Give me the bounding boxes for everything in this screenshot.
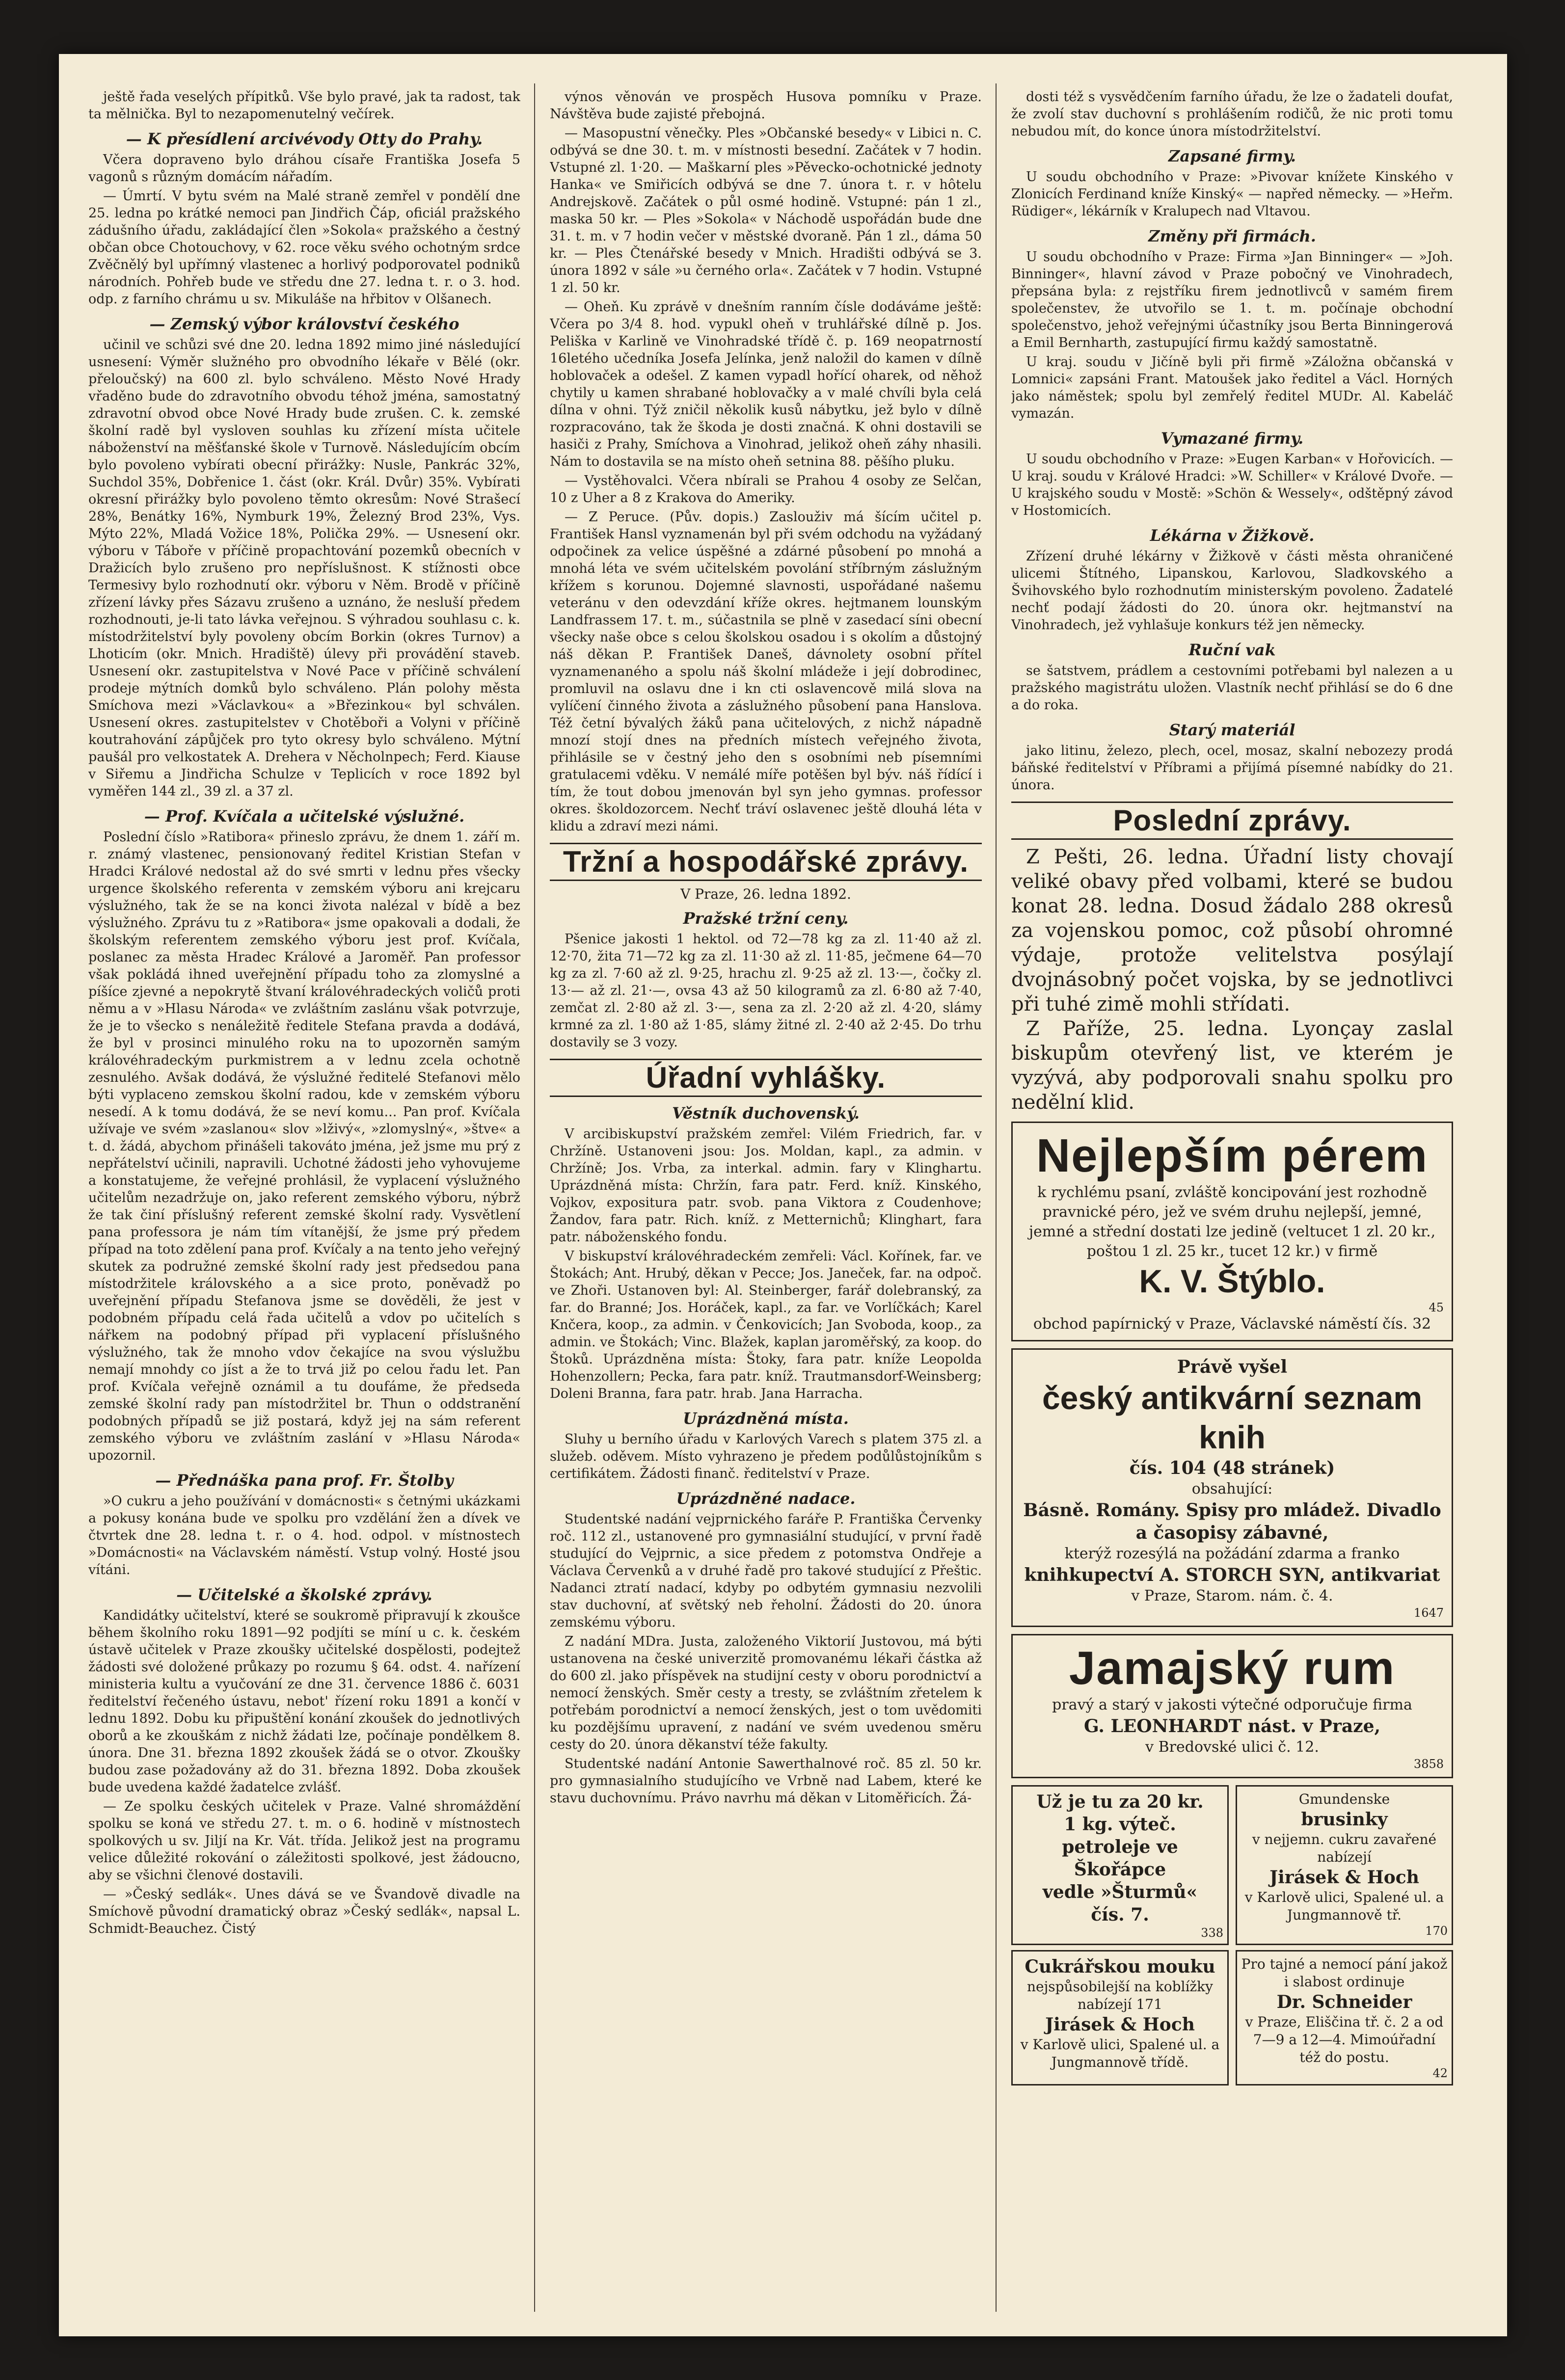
article-heading: — Zemský výbor království českého xyxy=(149,315,459,333)
ad-number: 1647 xyxy=(1413,1606,1444,1620)
paragraph: »O cukru a jeho používání v domácnosti« s četnými ukázkami a pokusy konána bude ve spolku pro vzdělání žen a dívek ve čtvrtek dne 28. ledna t. r. o 4. hod. odpol. v místnostech »Domácnosti« na Václavském náměstí. Vstup volný. Hosté jsou vítáni. xyxy=(88,1494,520,1578)
advertisement-cranberries xyxy=(1236,1785,1453,1945)
ad-line: Už je tu za 20 kr. xyxy=(1036,1792,1204,1812)
paragraph: učinil ve schůzi své dne 20. ledna 1892 mimo jiné následující usnesení: Výměr služného pro obvodního lékaře v Bělé (okr. přeloučský) na 600 zl. bylo schváleno. Město Nové Hrady vřaděno bude do zdravotního obvodu téhož jména, samostatný zdravotní obvod obce Nové Hrady bude zrušen. C. k. zemské školní radě byl vysloven souhlas ku zřízení místa učitele náboženství na měšťanské škole v Turnově. Následujícím obcím bylo povoleno vybírati obecní přirážky: Nusle, Pankrác 32%, Suchdol 35%, Dobřenice 1. část (okr. Král. Dvůr) 35%. Vybírati okresní přirážky bylo povoleno těmto okresům: Nové Strašecí 28%, Benátky 16%, Nymburk 19%, Železný Brod 23%, Vys. Mýto 22%, Mladá Vožice 18%, Polička 29%. — Usnesení okr. výboru v Táboře v příčině propachtování pozemků obecních v Dražicích bylo zrušeno pro nepříslušnost. K stížnosti obce Termesivy bylo rozhodnutí okr. výboru v Něm. Brodě v příčině zřízení lávky přes Sázavu zrušeno a uznáno, že nesluší předem rozhodnouti, je-li tato lávka veřejnou. S výhradou souhlasu c. k. místodržitelství byly povoleny obcím Borkin (okres Turnov) a Lhoticím (okr. Mnich. Hradiště) úlevy při provádění staveb. Usnesení okr. zastupitelstva v Nové Pace v příčině schválení prodeje mýtních domků bylo schváleno. Plán polohy města Smíchova mezi »Václavkou« a »Březinkou« byl schválen. Usnesení okres. zastupitelstev v Chotěboři a Volyni v příčině koutrahování zápůjček pro tyto okresy bylo schváleno. Mýtní paušál pro velkostatek A. Dreherа v Něcholnpech; Ferd. Kiause v Siřemu a Jindřicha Schulze v Teplicích v roce 1892 byl vyměřen 144 zl., 39 zl. a 37 zl. xyxy=(88,337,520,799)
paragraph: — Úmrtí. V bytu svém na Malé straně zemřel v pondělí dne 25. ledna po krátké nemoci pan Jindřich Čáp, oficiál pražského zádušního úřadu, zakládající člen »Sokola« pražského a čestný občan obce Chotouchovy, v 62. roce věku svého ochotným srdce Zvěčnělý byl upřímný vlastenec a horlivý podporovatel podniků národních. Pohřeb bude ve středu dne 27. ledna t. r. o 3. hod. odp. z farního chrámu u sv. Mikuláše na hřbitov v Olšanech. xyxy=(88,188,520,307)
paragraph: — Vystěhovalci. Včera nbírali se Prahou 4 osoby ze Selčan, 10 z Uher a 8 z Krakova do Ameriky. xyxy=(550,473,982,506)
ad-line: vedle »Šturmů« xyxy=(1042,1882,1198,1902)
section-heading-market: Tržní a hospodářské zprávy. xyxy=(550,843,982,881)
paragraph: Z nadání MDra. Justa, založeného Viktorií Justovou, má býti ustanovena na české univerzitě promovanému lékaři částka až do 600 zl. jako příspěvek na studijní cesty v oboru porodnictví a nemocí ženských. Směr cesty a tresty, se zvláštním zřetelem k potřebám porodnictví a nemocí ženských, jest o tom uvědomiti ku pozdějšímu upravení, z nadání ve svém uvedenou směru cesty do 20. února děkanství téže fakulty. xyxy=(550,1634,982,1752)
section-heading-official: Úřadní vyhlášky. xyxy=(550,1059,982,1097)
advertisement-petroleum xyxy=(1011,1785,1229,1945)
article-heading: — Přednáška pana prof. Fr. Štolby xyxy=(155,1471,454,1490)
paragraph: Pšenice jakosti 1 hektol. od 72—78 kg za zl. 11·40 až zl. 12·70, žita 71—72 kg za zl. 11·30 až zl. 11·85, ječmene 64—70 kg za zl. 7·60 až zl. 9·25, hrachu zl. 9·25 až zl. 13·—, čočky zl. 13·— až zl. 21·—, ovsa 43 až 50 kilogramů za zl. 6·80 až 7·40, zemčat zl. 2·80 až zl. 3·—, sena za zl. 2·20 až zl. 4·20, slámy krmné za zl. 1·80 až 1·85, slámy žitné zl. 2·40 až 2·45. Do trhu dostavily se 3 vozy. xyxy=(550,932,982,1050)
ad-title: Jamajský rum xyxy=(1069,1642,1396,1694)
ad-line: 1 kg. výteč. petroleje ve Škořápce xyxy=(1062,1814,1178,1880)
ad-line: čís. 7. xyxy=(1091,1904,1149,1925)
paragraph: — Z Peruce. (Pův. dopis.) Zaslouživ má šícím učitel p. František Hansl vyznamenán byl při svém odchodu na vyžádaný odpočinek za velice úspěšné a zdárné působení po mnohá a mnohá léta ve svém učitelském povolání stříbrným záslužným křížem s korunou. Dojemné slavnosti, uspořádané našemu veteránu v den odevzdání kříže okres. hejtmanem lounským Landfrassem 17. t. m., súčastnila se plně v zasedací síni obecní všecky naše obce s celou školskou osadou i s okolím a důstojný náš děkan P. František Daneš, dávnolety osobní přítel vyznamenaného a spolu náš školní mládeže i její dobrodinec, promluvil na oslavu dne i kn cti oslavencově milá slova na vylíčení činného života a záslužného působení pana Hanslova. Též četní bývalých žáků pana učitelových, z nichž nápadně mnozí stojí dnes na předních místech veřejného života, přihlásile se v čestný jeho den s osobními neb písemními gratulacemi vděku. V nemálé míře potěšen byl býv. náš řídící i tím, že tout dobou jmenován byl syn jeho gymnas. professor okres. školdozorcem. Nechť tráví oslavenec ještě dlouhá léta v klidu a zdraví mezi námi. xyxy=(550,509,982,834)
paragraph: Kandidátky učitelství, které se soukromě připravují k zkoušce během školního roku 1891—92 podjíti se míní u c. k. českém ústavě učitelek v Praze zkoušky učitelské dospělosti, podejtež žádosti své doložené průkazy po rozumu § 64. odst. 4. nařízení ministeria kultu a vyučování ze dne 31. července 1886 č. 6031 ředitelství řečeného ústavu, nebot' řízení roku 1891 a končí v lednu 1892. Dobu ku připuštění konání zkoušek do jednotlivých oborů a ke zkouškám z nichž žádati lze, počínaje pondělkem 8. února. Dne 31. března 1892 zkoušek žádá se o otvor. Zkoušky budou zase požadovány až do 31. března 1892. Doba zkoušek bude uvedena každé žadatelce zvlášť. xyxy=(88,1608,520,1795)
paragraph: — Ze spolku českých učitelek v Praze. Valné shromáždění spolku se koná ve středu 27. t. m. o 6. hodině v místnostech spolkových u sv. Jiljí na Kr. Vát. třída. Jelikož jest na programu velice důležité rokování o záležitosti spolkové, jest žádoucno, aby se všichni členové dostavili. xyxy=(88,1799,520,1883)
paragraph: se šatstvem, prádlem a cestovními potřebami byl nalezen a u pražského magistrátu uložen. Vlastník nechť přihlásí se do 6 dne a do roka. xyxy=(1011,663,1453,713)
ad-line: Cukrářskou mouku xyxy=(1025,1956,1215,1977)
ad-note: kterýž rozesýlá na požádání zdarma a franko xyxy=(1064,1545,1400,1562)
ad-issue: čís. 104 (48 stránek) xyxy=(1129,1458,1335,1478)
ad-intro: Právě vyšel xyxy=(1177,1357,1288,1377)
article-heading: — Prof. Kvíčala a učitelské výslužné. xyxy=(144,807,465,826)
paragraph: — »Český sedlák«. Unes dává se ve Švandově divadle na Smíchově původní dramatický obraz »Český sedlák«, napsal L. Schmidt-Beauchez. Čistý xyxy=(88,1887,520,1936)
paragraph: U kraj. soudu v Jičíně byli při firmě »Záložna občanská v Lomnici« zapsáni Frant. Matoušek jako ředitel a Václ. Horných jako náměstek; spolu byl zemřelý ředitel MUDr. Al. Kabeláč vymazán. xyxy=(1011,354,1453,421)
ad-title: Nejlepším pérem xyxy=(1036,1129,1429,1182)
article-heading: Vymazané firmy. xyxy=(1160,429,1304,448)
paragraph: výnos věnován ve prospěch Husova pomníku v Praze. Návštěva bude zajisté přebojná. xyxy=(550,89,982,122)
news-item: Z Paříže, 25. ledna. Lyonçay zaslal biskupům otevřený list, ve kterém je vyzývá, aby podporovali snahu spolku pro nedělní klid. xyxy=(1011,1017,1453,1114)
paragraph: U soudu obchodního v Praze: »Pivovar knížete Kinského v Zlonicích Ferdinand kníže Kinský« — napřed německy. — »Heřm. Rüdiger«, lékárník v Kralupech nad Vltavou. xyxy=(1011,169,1453,219)
ad-address: v Bredovské ulici č. 12. xyxy=(1145,1738,1319,1756)
paragraph: U soudu obchodního v Praze: »Eugen Karban« v Hořovicích. — U kraj. soudu v Králové Hradci: »W. Schiller« v Králové Dvoře. — U krajského soudu v Mostě: »Schön & Wessely«, odštěpný závod v Hostomicích. xyxy=(1011,452,1453,518)
ad-name: Dr. Schneider xyxy=(1276,1992,1412,2012)
ad-firm: Jirásek & Hoch xyxy=(1045,2014,1195,2035)
ad-line: brusinky xyxy=(1301,1809,1388,1830)
article-heading: — Učitelské a školské zprávy. xyxy=(176,1585,432,1604)
ad-number: 42 xyxy=(1432,2066,1448,2080)
ad-number: 45 xyxy=(1429,1301,1444,1314)
ad-firm: G. LEONHARDT nást. v Praze, xyxy=(1083,1716,1381,1737)
paragraph: Sluhy u berního úřadu v Karlových Varech s platem 375 zl. a služeb. oděvem. Místo vyhrazeno je předem podůlůstojníkům s certifikátem. Žádosti finanč. ředitelství v Praze. xyxy=(550,1432,982,1481)
article-heading: Pražské tržní ceny. xyxy=(683,909,849,928)
column-3 xyxy=(1011,88,1453,2307)
article-heading: Věstník duchovenský. xyxy=(672,1104,860,1123)
ad-firm: knihkupectví A. STORCH SYN, antikvariat xyxy=(1024,1565,1440,1585)
paragraph: Včera dopraveno bylo dráhou císaře Františka Josefa 5 vagonů s různým domácím nářadím. xyxy=(88,152,520,185)
ad-title: český antikvární seznam knih xyxy=(1042,1380,1423,1455)
advertisement-rum xyxy=(1011,1634,1453,1778)
ad-line: Pro tajné a nemocí pání jakož i slabost ordinuje xyxy=(1241,1956,1448,1990)
ad-number: 338 xyxy=(1201,1926,1223,1940)
ad-line: nejspůsobilejší na koblížky nabízejí 171 xyxy=(1027,1979,1213,2012)
ad-contains: obsahující: xyxy=(1191,1480,1273,1498)
article-heading: Zapsané firmy. xyxy=(1168,147,1296,165)
ad-address: obchod papírnický v Praze, Václavské náměstí čís. 32 xyxy=(1033,1315,1431,1333)
column-rule xyxy=(534,83,535,2312)
ad-number: 170 xyxy=(1425,1924,1448,1938)
paragraph: U soudu obchodního v Praze: Firma »Jan Binninger« — »Joh. Binninger«, hlavní závod v Praze pobočný ve Vinohradech, přepsána byla: z rejstříku firem jednotlivců v samém firem společenstev, že utvořilo se 1. t. m. počínaje obchodní společenstvo, jehož veřejnými účastníky jsou Berta Binningerová a Emil Bernharth, zastupující firmu každý samostatně. xyxy=(1011,249,1453,350)
article-heading: Uprázdněná místa. xyxy=(683,1409,849,1428)
article-heading: Uprázdněné nadace. xyxy=(676,1489,856,1508)
article-heading: — K přesídlení arcivévody Otty do Prahy. xyxy=(126,130,483,148)
ad-line: v nejjemn. cukru zavařené nabízejí xyxy=(1252,1831,1437,1865)
advertisement-doctor xyxy=(1236,1950,1453,2086)
article-heading: Starý materiál xyxy=(1169,721,1295,739)
ad-address: v Praze, Starom. nám. č. 4. xyxy=(1131,1587,1333,1604)
column-rule xyxy=(996,83,997,2312)
ad-firm: Jirásek & Hoch xyxy=(1269,1867,1419,1888)
article-heading: Ruční vak xyxy=(1188,641,1276,659)
ad-text: k rychlému psaní, zvláště koncipování jest rozhodně pravnické péro, jež ve svém druhu nejlepší, jemné, jemné a střední dostati lze jedině (veltucet 1 zl. 20 kr., poštou 1 zl. 25 kr., tucet 12 kr.) v firmě xyxy=(1028,1184,1436,1260)
paragraph: — Masopustní věnečky. Ples »Občanské besedy« v Libici n. C. odbývá se dne 30. t. m. v místnosti besední. Začátek v 7 hodin. Vstupné zl. 1·20. — Maškarní ples »Pěvecko-ochotnické jednoty Hanka« ve Smiřicích odbývá se dne 7. února t. r. v hôtelu Andrejskově. Začátek o půl osmé hodině. Vstupné: pán 1 zl., maska 50 kr. — Ples »Sokola« v Náchodě uspořádán bude dne 31. t. m. v 7 hodin večer v městské dvoraně. Pán 1 zl., dáma 50 kr. — Ples Čtenářské besedy v Mnich. Hradišti odbývá se 3. února 1892 v sále »u černého orla«. Začátek v 7 hodin. Vstupné 1 zl. 50 kr. xyxy=(550,126,982,295)
paragraph: Poslední číslo »Ratibora« přineslo zprávu, že dnem 1. září m. r. známý vlastenec, pensionovaný ředitel Kristian Stefan v Hradci Králové nedostal až do své smrti v lednu přes všecky urgence školského referenta v zemském výboru ani krejcaru výslužného, tak že se na konci života nalézal v bídě a bez výslužného. Zprávu tu z »Ratibora« jsme opakovali a dodali, že školským referentem zemského výboru jest prof. Kvíčala, poslanec za města Hradec Králové a Jaroměř. Pan professor však pokládá ihned uveřejnění případu toho za zlomyslné a píšíce zjevné a nepokrytě štvaní královéhradeckých voličů proti němu a v »Hlasu Národa« ve zvláštním zaslánu však potvrzuje, že je to všecko s nenáležitě ředitele Stefana pravda a dodává, že byl v prosinci minulého roku na to upozorněn samým královéhradeckým purkmistrem a v lednu zcela ochotně zesnulého. Avšak dodává, že výslužné ředitelé Stefanovi mělo býti vyplaceno zemskou školní radou, kde v zemském výboru nesedí. A k tomu dodává, že se neví komu... Pan prof. Kvíčala užívaje ve svém »zaslanou« slov »lživý«, »zlomyslný«, »štve« a t. d. žádá, abychom přinášeli takováto jména, jež jsme mu prý z nepřátelství učinili, napravili. Uchotné žádosti jeho vyhovujeme a konstatujeme, že veřejné prohlásil, že vyplacení výslužného učitelům nezadržuje on, jako referent zemského výboru, nýbrž že tak činí příslušný referent zemské školní rady. Vysvětlení pana professora je nám tím vítanější, že jsme prý předem případ na toto zdělení pana prof. Kvíčaly a na tento jeho veřejný skutek za podružné zemské školní rady jest předsedou pana místodržitele královského a a sice proto, poněvadž po uveřejnění případu Stefanova jsme se dověděli, že jest v podobném případu celá řada učitelů a vdov po učitelích s nářkem na podobný případ při vyplacení příslušného výslužného, tak že mnoho vdov čekajíce na svou výslužbu nemají mnohdy co jíst a že to trvá již po celou řadu let. Pan prof. Kvíčala veřejně oznámil a tu doufáme, že předseda zemské školní rady pan místodržitel br. Thun o oddstranění podobných případů se již postará, když jej na sám referent zemského výboru ve zvláštním zaslání v »Hlasu Národa« upozornil. xyxy=(88,829,520,1463)
ad-line: Gmundenske xyxy=(1298,1791,1390,1807)
column-2 xyxy=(550,88,982,2307)
column-1 xyxy=(88,88,520,2307)
article-heading: Změny při firmách. xyxy=(1148,227,1316,245)
ad-brand: K. V. Štýblo. xyxy=(1139,1263,1325,1299)
ad-address: v Karlově ulici, Spalené ul. a Jungmannově třídě. xyxy=(1020,2036,1220,2070)
section-heading-latest: Poslední zprávy. xyxy=(1011,802,1453,840)
paragraph: ještě řada veselých přípitků. Vše bylo pravé, jak ta radost, tak ta mělnička. Byl to nezapomenutelný večírek. xyxy=(88,89,520,122)
paragraph: V arcibiskupství pražském zemřel: Vilém Friedrich, far. v Chržíně. Ustanoveni jsou: Jos. Moldan, kapl., za admin. v Chržíně; Jos. Vrba, za interkal. admin. fary v Klinghartu. Uprázdněná místa: Chržín, fara patr. Ferd. kníž. Kinského, Vojkov, expositura patr. svob. pana Viktora z Coudenhove; Žandov, fara patr. Rich. kníž. z Metternichů; Klinghart, fara patr. náboženského fondu. xyxy=(550,1126,982,1245)
paragraph: Studentské nadání Antonie Sawerthalnové roč. 85 zl. 50 kr. pro gymnasialního studujícího ve Vrbně nad Labem, které ke stavu duchovnímu. Právo navrhu má děkan v Litoměřicích. Žá- xyxy=(550,1756,982,1806)
paragraph: dosti též s vysvědčením farního úřadu, že lze o žadateli doufat, že zvolí stav duchovní s prohlášením rodičů, že nic proti tomu nebudou mít, do konce února místodržitelství. xyxy=(1011,89,1453,139)
small-ads-row xyxy=(1011,1785,1453,1945)
ad-items: Básně. Romány. Spisy pro mládež. Divadlo a časopisy zábavné, xyxy=(1023,1500,1441,1543)
ad-text: pravý a starý v jakosti výtečné odporučuje firma xyxy=(1052,1696,1412,1713)
paragraph: V biskupství královéhradeckém zemřeli: Václ. Kořínek, far. ve Štokách; Ant. Hrubý, děkan v Pecce; Jos. Janeček, far. na odpoč. ve Zhoři. Ustanoven byl: Al. Steinberger, farář dolebranský, za far. do Branné; Jos. Horáček, kapl., za far. ve Vorlíčkách; Karel Knčera, koop., za admin. v Čenkovicích; Jan Svoboda, koop., za admin. ve Štokách; Vinc. Blažek, kaplan jaroměřský, za koop. do Štoků. Uprázdněna místa: Štoky, fara patr. kníže Leopolda Hohenzollern; Pecka, fara patr. kníž. Trautmansdorf-Weinsberg; Doleni Branna, fara patr. hrab. Jana Harracha. xyxy=(550,1249,982,1401)
paragraph: Studentské nadání vejprnického faráře P. Františka Červenky roč. 112 zl., ustanovené pro gymnasiální studující, v první řadě studující do Vejprnic, a sice předem z potomstva Ondřeje a Václava Červenků a v druhé řadě pro takové studující z Přeštic. Nadanci ztratí nadací, kdyby po odbytém gymnasiu nezvolili stav duchovní, ať světský neb řeholní. Žádosti do 20. února zemskému výboru. xyxy=(550,1512,982,1630)
paragraph: Zřízení druhé lékárny v Žižkově v části města ohraničené ulicemi Štítného, Lipanskou, Karlovou, Sladkovského a Švihovského bylo rozhodnutím ministerským povoleno. Žadatelé nechť podají žádosti do 20. února okr. hejtmanství na Vinohradech, jež vyhlašuje konkurs též jen německy. xyxy=(1011,549,1453,633)
ad-number: 3858 xyxy=(1413,1757,1444,1771)
ad-address: v Karlově ulici, Spalené ul. a Jungmannově tř. xyxy=(1244,1889,1444,1923)
newspaper-page xyxy=(59,54,1507,2336)
small-ads-row xyxy=(1011,1950,1453,2086)
news-item: Z Pešti, 26. ledna. Úřadní listy chovají veliké obavy před volbami, které se budou konat 28. ledna. Dosud žádalo 288 okresů za vojenskou pomoc, což působí ohromné výdaje, protože velitelstva posýlají dvojnásobný počet vojska, by se jednotlivci při tuhé zimě mohli střídati. xyxy=(1011,846,1453,1016)
paragraph: — Oheň. Ku zprávě v dnešním ranním čísle dodáváme ještě: Včera po 3/4 8. hod. vypukl oheň v truhlářské dílně p. Jos. Peliška v Karlině ve Vinohradské třídě č. p. 169 neopatrností 16letého učedníka Josefa Jelínka, jenž naložil do kamen v dílně hoblovaček a odešel. Z kamen vypadl hořící oharek, od něhož chytily u kamen shrabané hoblovačky a v malé chvíli byla celá dílna v ohni. Týž zničil několik kusů nábytku, jež bylo v dílně rozpracováno, tak že škoda je dosti značná. K ohni dostavili se hasiči z Prahy, Smíchova a Vinohrad, jelikož oheň záhy nhasili. Nám to dostavila se na místo oheň setnina 88. pěšího pluku. xyxy=(550,299,982,469)
advertisement-flour xyxy=(1011,1950,1229,2086)
advertisement-pen xyxy=(1011,1122,1453,1341)
dateline: V Praze, 26. ledna 1892. xyxy=(680,886,851,902)
paragraph: jako litinu, železo, plech, ocel, mosaz, skalní nebozezy prodá báňské ředitelství v Příbrami a přijímá písemné nabídky do 21. února. xyxy=(1011,743,1453,793)
article-heading: Lékárna v Žižkově. xyxy=(1150,526,1315,545)
ad-address: v Praze, Eliščina tř. č. 2 a od 7—9 a 12—4. Mimoúřadní též do postu. xyxy=(1245,2014,1444,2065)
advertisement-catalogue xyxy=(1011,1348,1453,1627)
